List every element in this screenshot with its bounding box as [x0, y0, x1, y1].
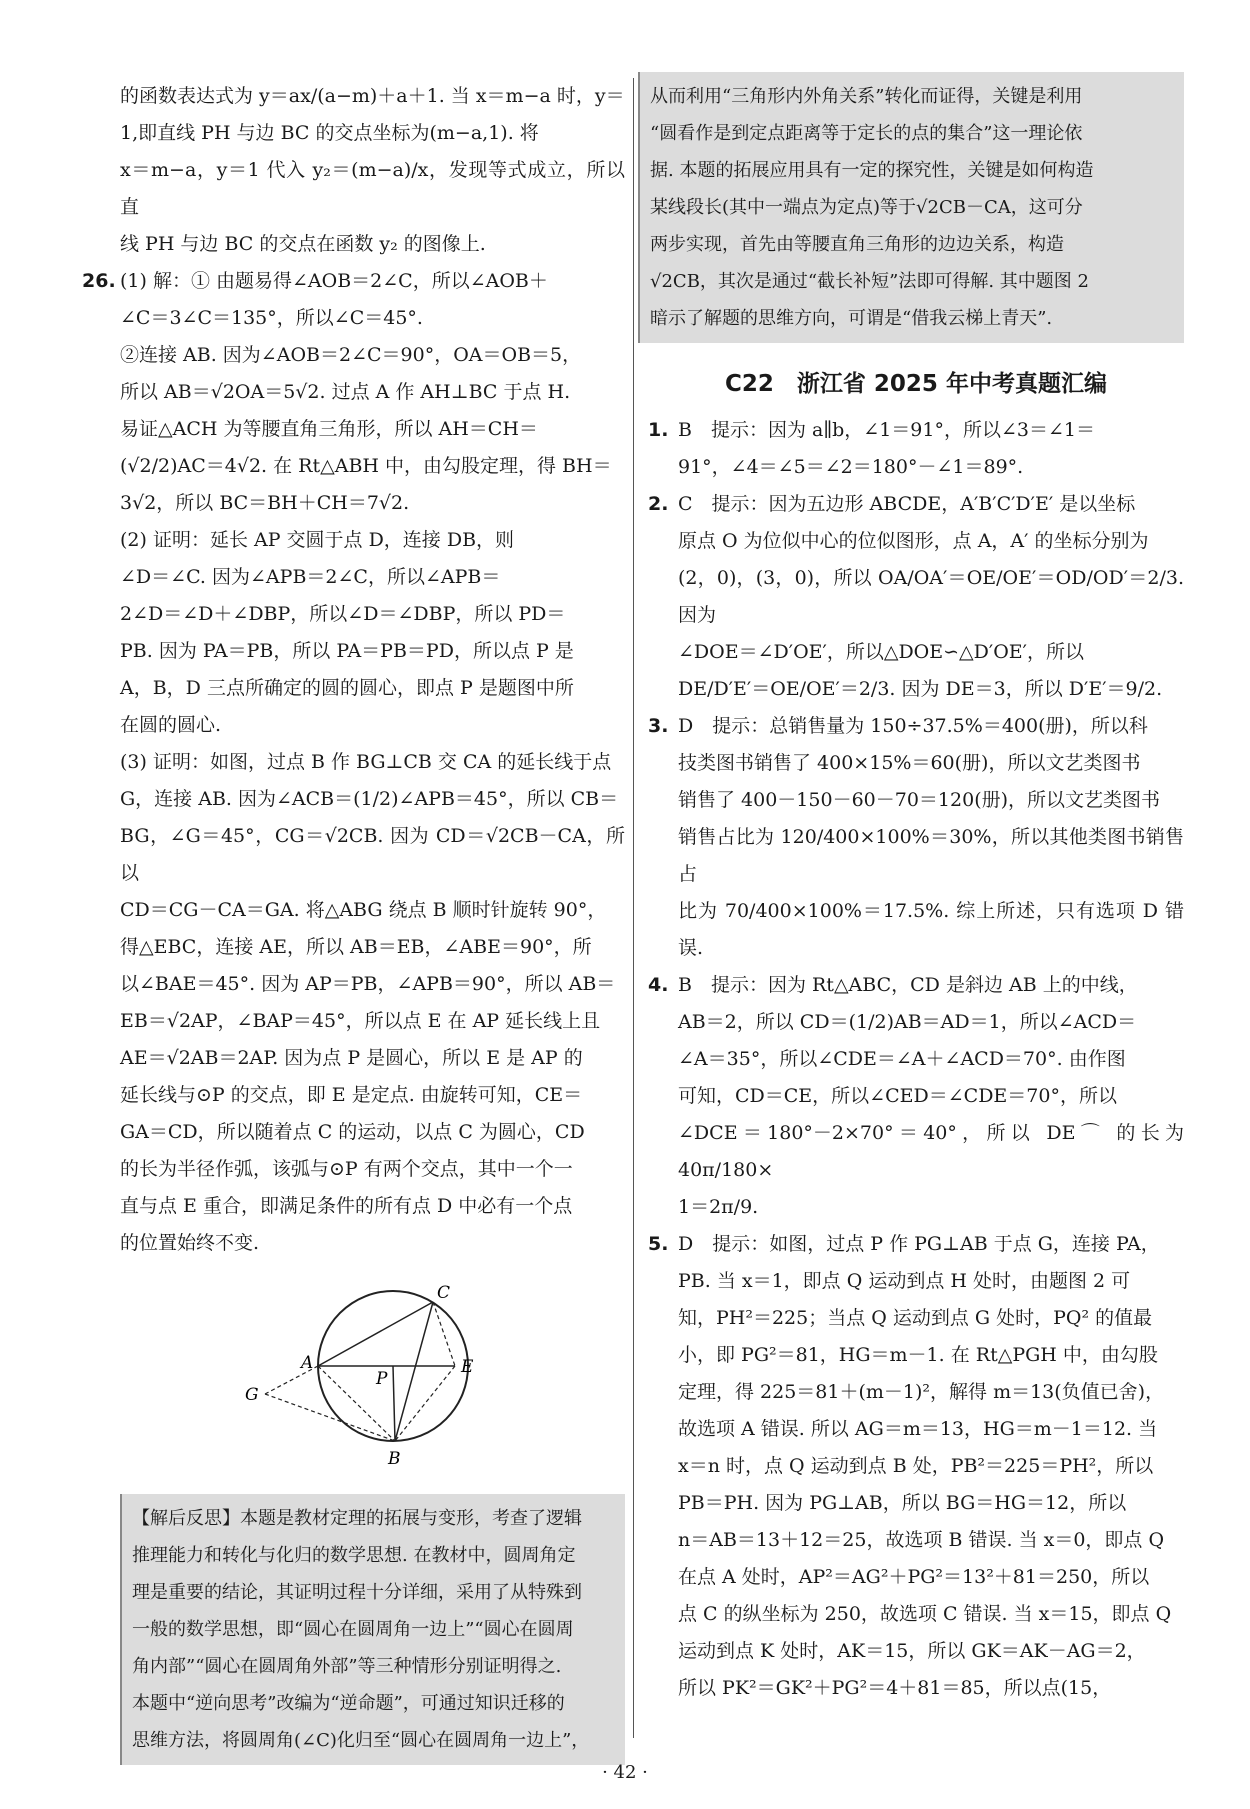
text-line: 在圆的圆心.	[120, 714, 222, 736]
text-line: 的函数表达式为 y＝ax/(a−m)＋a＋1. 当 x＝m−a 时，y＝	[120, 85, 625, 107]
text-line: A，B，D 三点所确定的圆的圆心，即点 P 是题图中所	[120, 677, 574, 699]
text-line: 【解后反思】本题是教材定理的拓展与变形，考查了逻辑	[132, 1508, 582, 1529]
geometry-figure	[243, 1276, 503, 1476]
text-line: 在点 A 处时，AP²＝AG²＋PG²＝13²＋81＝250，所以	[678, 1566, 1150, 1588]
answer-item	[648, 708, 1184, 967]
question-number: 26.	[82, 270, 116, 292]
text-line: (√2/2)AC＝4√2. 在 Rt△ABH 中，由勾股定理，得 BH＝	[120, 455, 612, 477]
text-line: GA＝CD，所以随着点 C 的运动，以点 C 为圆心，CD	[120, 1121, 585, 1143]
text-line: 比为 70/400×100%＝17.5%. 综上所述，只有选项 D 错误.	[678, 900, 1184, 959]
text-line: 角内部”“圆心在圆周角外部”等三种情形分别证明得之.	[132, 1656, 562, 1677]
text-line: 3√2，所以 BC＝BH＋CH＝7√2.	[120, 492, 410, 514]
label-e: E	[460, 1357, 473, 1377]
text-line: 技类图书销售了 400×15%＝60(册)，所以文艺类图书	[678, 752, 1141, 774]
text-line: 延长线与⊙P 的交点，即 E 是定点. 由旋转可知，CE＝	[120, 1084, 583, 1106]
label-a: A	[300, 1353, 313, 1373]
answer-item	[648, 412, 1184, 486]
text-line: 一般的数学思想，即“圆心在圆周角一边上”“圆心在圆周	[132, 1619, 574, 1640]
answer-number: 5.	[648, 1233, 669, 1255]
section-title: C22 浙江省 2025 年中考真题汇编	[725, 371, 1107, 397]
left-column	[82, 78, 625, 1765]
text-line: 据. 本题的拓展应用具有一定的探究性，关键是如何构造	[650, 160, 1094, 181]
text-line: ∠A＝35°，所以∠CDE＝∠A＋∠ACD＝70°. 由作图	[678, 1048, 1126, 1070]
text-line: CD＝CG－CA＝GA. 将△ABG 绕点 B 顺时针旋转 90°，	[120, 899, 607, 921]
text-line: (1) 解：① 由题易得∠AOB＝2∠C，所以∠AOB＋	[120, 270, 548, 292]
text-line: “圆看作是到定点距离等于定长的点的集合”这一理论依	[650, 123, 1083, 144]
text-line: (3) 证明：如图，过点 B 作 BG⊥CB 交 CA 的延长线于点	[120, 751, 612, 773]
text-line: 可知，CD＝CE，所以∠CED＝∠CDE＝70°，所以	[678, 1085, 1117, 1107]
answer-item	[648, 486, 1184, 708]
text-line: 销售占比为 120/400×100%＝30%，所以其他类图书销售占	[678, 826, 1184, 885]
text-line: 线 PH 与边 BC 的交点在函数 y₂ 的图像上.	[120, 233, 486, 255]
text-line: n＝AB＝13＋12＝25，故选项 B 错误. 当 x＝0，即点 Q	[678, 1529, 1165, 1551]
segment-eb	[395, 1366, 455, 1441]
text-line: 定理，得 225＝81＋(m－1)²，解得 m＝13(负值已舍)，	[678, 1381, 1165, 1403]
answer-number: 1.	[648, 419, 669, 441]
label-p: P	[375, 1369, 387, 1389]
text-line: 易证△ACH 为等腰直角三角形，所以 AH＝CH＝	[120, 418, 538, 440]
label-c: C	[436, 1283, 450, 1303]
text-line: 理是重要的结论，其证明过程十分详细，采用了从特殊到	[132, 1582, 582, 1603]
text-line: BG，∠G＝45°，CG＝√2CB. 因为 CD＝√2CB－CA，所以	[120, 825, 625, 884]
text-line: 以∠BAE＝45°. 因为 AP＝PB，∠APB＝90°，所以 AB＝	[120, 973, 616, 995]
text-line: 点 C 的纵坐标为 250，故选项 C 错误. 当 x＝15，即点 Q	[678, 1603, 1172, 1625]
text-line: B 提示：因为 Rt△ABC，CD 是斜边 AB 上的中线，	[678, 974, 1138, 996]
text-line: D 提示：总销售量为 150÷37.5%＝400(册)，所以科	[678, 715, 1148, 737]
segment-gb	[265, 1394, 395, 1441]
text-line: G，连接 AB. 因为∠ACB＝(1/2)∠APB＝45°，所以 CB＝	[120, 788, 619, 810]
text-line: AE＝√2AB＝2AP. 因为点 P 是圆心，所以 E 是 AP 的	[120, 1047, 583, 1069]
text-line: 两步实现，首先由等腰直角三角形的边边关系，构造	[650, 234, 1064, 255]
text-line: 2∠D＝∠D＋∠DBP，所以∠D＝∠DBP，所以 PD＝	[120, 603, 566, 625]
text-line: 91°，∠4＝∠5＝∠2＝180°－∠1＝89°.	[678, 456, 1024, 478]
answer-number: 2.	[648, 493, 669, 515]
answer-number: 3.	[648, 715, 669, 737]
text-line: 从而利用“三角形内外角关系”转化而证得，关键是利用	[650, 86, 1083, 107]
text-line: 暗示了解题的思维方向，可谓是“借我云梯上青天”.	[650, 308, 1053, 329]
text-line: √2CB，其次是通过“截长补短”法即可得解. 其中题图 2	[650, 271, 1089, 292]
text-line: ∠C＝3∠C＝135°，所以∠C＝45°.	[120, 307, 423, 329]
text-line: 1,即直线 PH 与边 BC 的交点坐标为(m−a,1). 将	[120, 122, 539, 144]
text-line: ∠DOE＝∠D′OE′，所以△DOE∽△D′OE′，所以	[678, 641, 1084, 663]
intro-block	[120, 78, 625, 263]
text-line: PB＝PH. 因为 PG⊥AB，所以 BG＝HG＝12，所以	[678, 1492, 1127, 1514]
reflection-box	[120, 1494, 625, 1765]
text-line: (2) 证明：延长 AP 交圆于点 D，连接 DB，则	[120, 529, 515, 551]
text-line: D 提示：如图，过点 P 作 PG⊥AB 于点 G，连接 PA，	[678, 1233, 1160, 1255]
text-line: 得△EBC，连接 AE，所以 AB＝EB，∠ABE＝90°，所	[120, 936, 592, 958]
text-line: ②连接 AB. 因为∠AOB＝2∠C＝90°，OA＝OB＝5，	[120, 344, 582, 366]
reflection-box-continued	[638, 72, 1184, 343]
text-line: ∠D＝∠C. 因为∠APB＝2∠C，所以∠APB＝	[120, 566, 501, 588]
text-line: (2，0)，(3，0)，所以 OA/OA′＝OE/OE′＝OD/OD′＝2/3. 因为	[678, 567, 1184, 626]
text-line: 运动到点 K 处时，AK＝15，所以 GK＝AK－AG＝2，	[678, 1640, 1146, 1662]
text-line: 故选项 A 错误. 所以 AG＝m＝13，HG＝m－1＝12. 当	[678, 1418, 1158, 1440]
text-line: 本题中“逆向思考”改编为“逆命题”，可通过知识迁移的	[132, 1693, 565, 1714]
answer-number: 4.	[648, 974, 669, 996]
segment-pb	[393, 1366, 395, 1441]
right-column	[648, 78, 1184, 1707]
question-26	[82, 263, 625, 1262]
text-line: x＝n 时，点 Q 运动到点 B 处，PB²＝225＝PH²，所以	[678, 1455, 1154, 1477]
text-line: 销售了 400－150－60－70＝120(册)，所以文艺类图书	[678, 789, 1161, 811]
text-line: ∠DCE＝180°－2×70°＝40°，所以 DE⌒ 的长为 40π/180×	[678, 1122, 1184, 1181]
text-line: 原点 O 为位似中心的位似图形，点 A，A′ 的坐标分别为	[678, 530, 1149, 552]
text-line: 知，PH²＝225；当点 Q 运动到点 G 处时，PQ² 的值最	[678, 1307, 1153, 1329]
text-line: B 提示：因为 a∥b，∠1＝91°，所以∠3＝∠1＝	[678, 419, 1095, 441]
page-number: · 42 ·	[602, 1762, 648, 1783]
label-b: B	[387, 1449, 400, 1469]
column-divider	[633, 78, 634, 1738]
text-line: DE/D′E′＝OE/OE′＝2/3. 因为 DE＝3，所以 D′E′＝9/2.	[678, 678, 1163, 700]
text-line: 小，即 PG²＝81，HG＝m－1. 在 Rt△PGH 中，由勾股	[678, 1344, 1158, 1366]
segment-ac	[318, 1302, 433, 1366]
text-line: EB＝√2AP，∠BAP＝45°，所以点 E 在 AP 延长线上且	[120, 1010, 601, 1032]
text-line: 某线段长(其中一端点为定点)等于√2CB－CA，这可分	[650, 197, 1083, 218]
answer-list	[648, 412, 1184, 1707]
text-line: 推理能力和转化与化归的数学思想. 在教材中，圆周角定	[132, 1545, 576, 1566]
label-g: G	[244, 1385, 259, 1405]
text-line: C 提示：因为五边形 ABCDE，A′B′C′D′E′ 是以坐标	[678, 493, 1136, 515]
answer-item	[648, 1226, 1184, 1707]
text-line: 1＝2π/9.	[678, 1196, 759, 1218]
text-line: AB＝2，所以 CD＝(1/2)AB＝AD＝1，所以∠ACD＝	[678, 1011, 1137, 1033]
answer-item	[648, 967, 1184, 1226]
text-line: 所以 AB＝√2OA＝5√2. 过点 A 作 AH⊥BC 于点 H.	[120, 381, 571, 403]
text-line: PB. 当 x＝1，即点 Q 运动到点 H 处时，由题图 2 可	[678, 1270, 1131, 1292]
text-line: 直与点 E 重合，即满足条件的所有点 D 中必有一个点	[120, 1195, 573, 1217]
text-line: 的长为半径作弧，该弧与⊙P 有两个交点，其中一个一	[120, 1158, 573, 1180]
segment-cb	[395, 1302, 433, 1441]
text-line: 思维方法，将圆周角(∠C)化归至“圆心在圆周角一边上”，	[132, 1730, 590, 1751]
text-line: PB. 因为 PA＝PB，所以 PA＝PB＝PD，所以点 P 是	[120, 640, 574, 662]
text-line: x＝m−a，y＝1 代入 y₂＝(m−a)/x，发现等式成立，所以直	[120, 159, 625, 218]
text-line: 所以 PK²＝GK²＋PG²＝4＋81＝85，所以点(15，	[678, 1677, 1112, 1699]
text-line: 的位置始终不变.	[120, 1232, 260, 1254]
